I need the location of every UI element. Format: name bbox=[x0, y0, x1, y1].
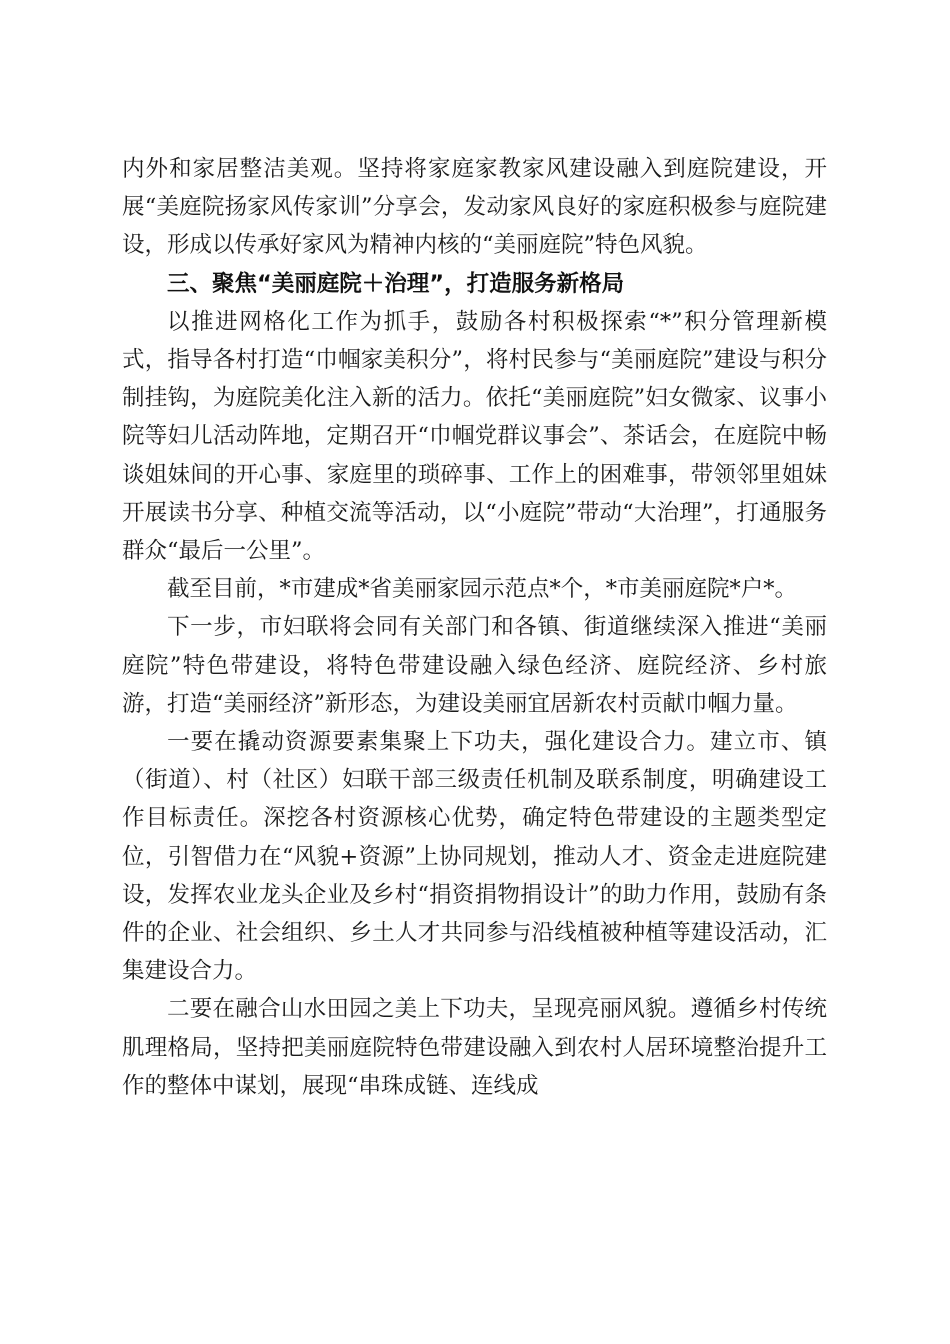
paragraph-next-step: 下一步，市妇联将会同有关部门和各镇、街道继续深入推进“美丽庭院”特色带建设，将特色带建设融入绿色经济、庭院经济、乡村旅游，打造“美丽经济”新形态，为建设美丽宜居新农村贡献巾帼力量。 bbox=[122, 614, 827, 717]
paragraph-point-two: 二要在融合山水田园之美上下功夫，呈现亮丽风貌。遵循乡村传统肌理格局，坚持把美丽庭院特色带建设融入到农村人居环境整治提升工作的整体中谋划，展现“串珠成链、连线成 bbox=[122, 996, 827, 1099]
paragraph-point-one: 一要在撬动资源要素集聚上下功夫，强化建设合力。建立市、镇（街道）、村（社区）妇联干部三级责任机制及联系制度，明确建设工作目标责任。深挖各村资源核心优势，确定特色带建设的主题类型定位，引智借力在“风貌+资源”上协同规划，推动人才、资金走进庭院建设，发挥农业龙头企业及乡村“捐资捐物捐设计”的助力作用，鼓励有条件的企业、社会组织、乡土人才共同参与沿线植被种植等建设活动，汇集建设合力。 bbox=[122, 729, 827, 985]
section-heading: 三、聚焦“美丽庭院＋治理”，打造服务新格局 bbox=[167, 270, 625, 297]
paragraph-grid-governance: 以推进网格化工作为抓手，鼓励各村积极探索“*”积分管理新模式，指导各村打造“巾帼家美积分”，将村民参与“美丽庭院”建设与积分制挂钩，为庭院美化注入新的活力。依托“美丽庭院”妇女微家、议事小院等妇儿活动阵地，定期召开“巾帼党群议事会”、茶话会，在庭院中畅谈姐妹间的开心事、家庭里的琐碎事、工作上的困难事，带领邻里姐妹开展读书分享、种植交流等活动，以“小庭院”带动“大治理”，打通服务群众“最后一公里”。 bbox=[122, 308, 827, 565]
document-body bbox=[122, 150, 827, 1105]
paragraph-continuation: 内外和家居整洁美观。坚持将家庭家教家风建设融入到庭院建设，开展“美庭院扬家风传家训”分享会，发动家风良好的家庭积极参与庭院建设，形成以传承好家风为精神内核的“美丽庭院”特色风貌。 bbox=[122, 156, 827, 259]
paragraph-statistics: 截至目前，*市建成*省美丽家园示范点*个，*市美丽庭院*户*。 bbox=[167, 576, 798, 603]
